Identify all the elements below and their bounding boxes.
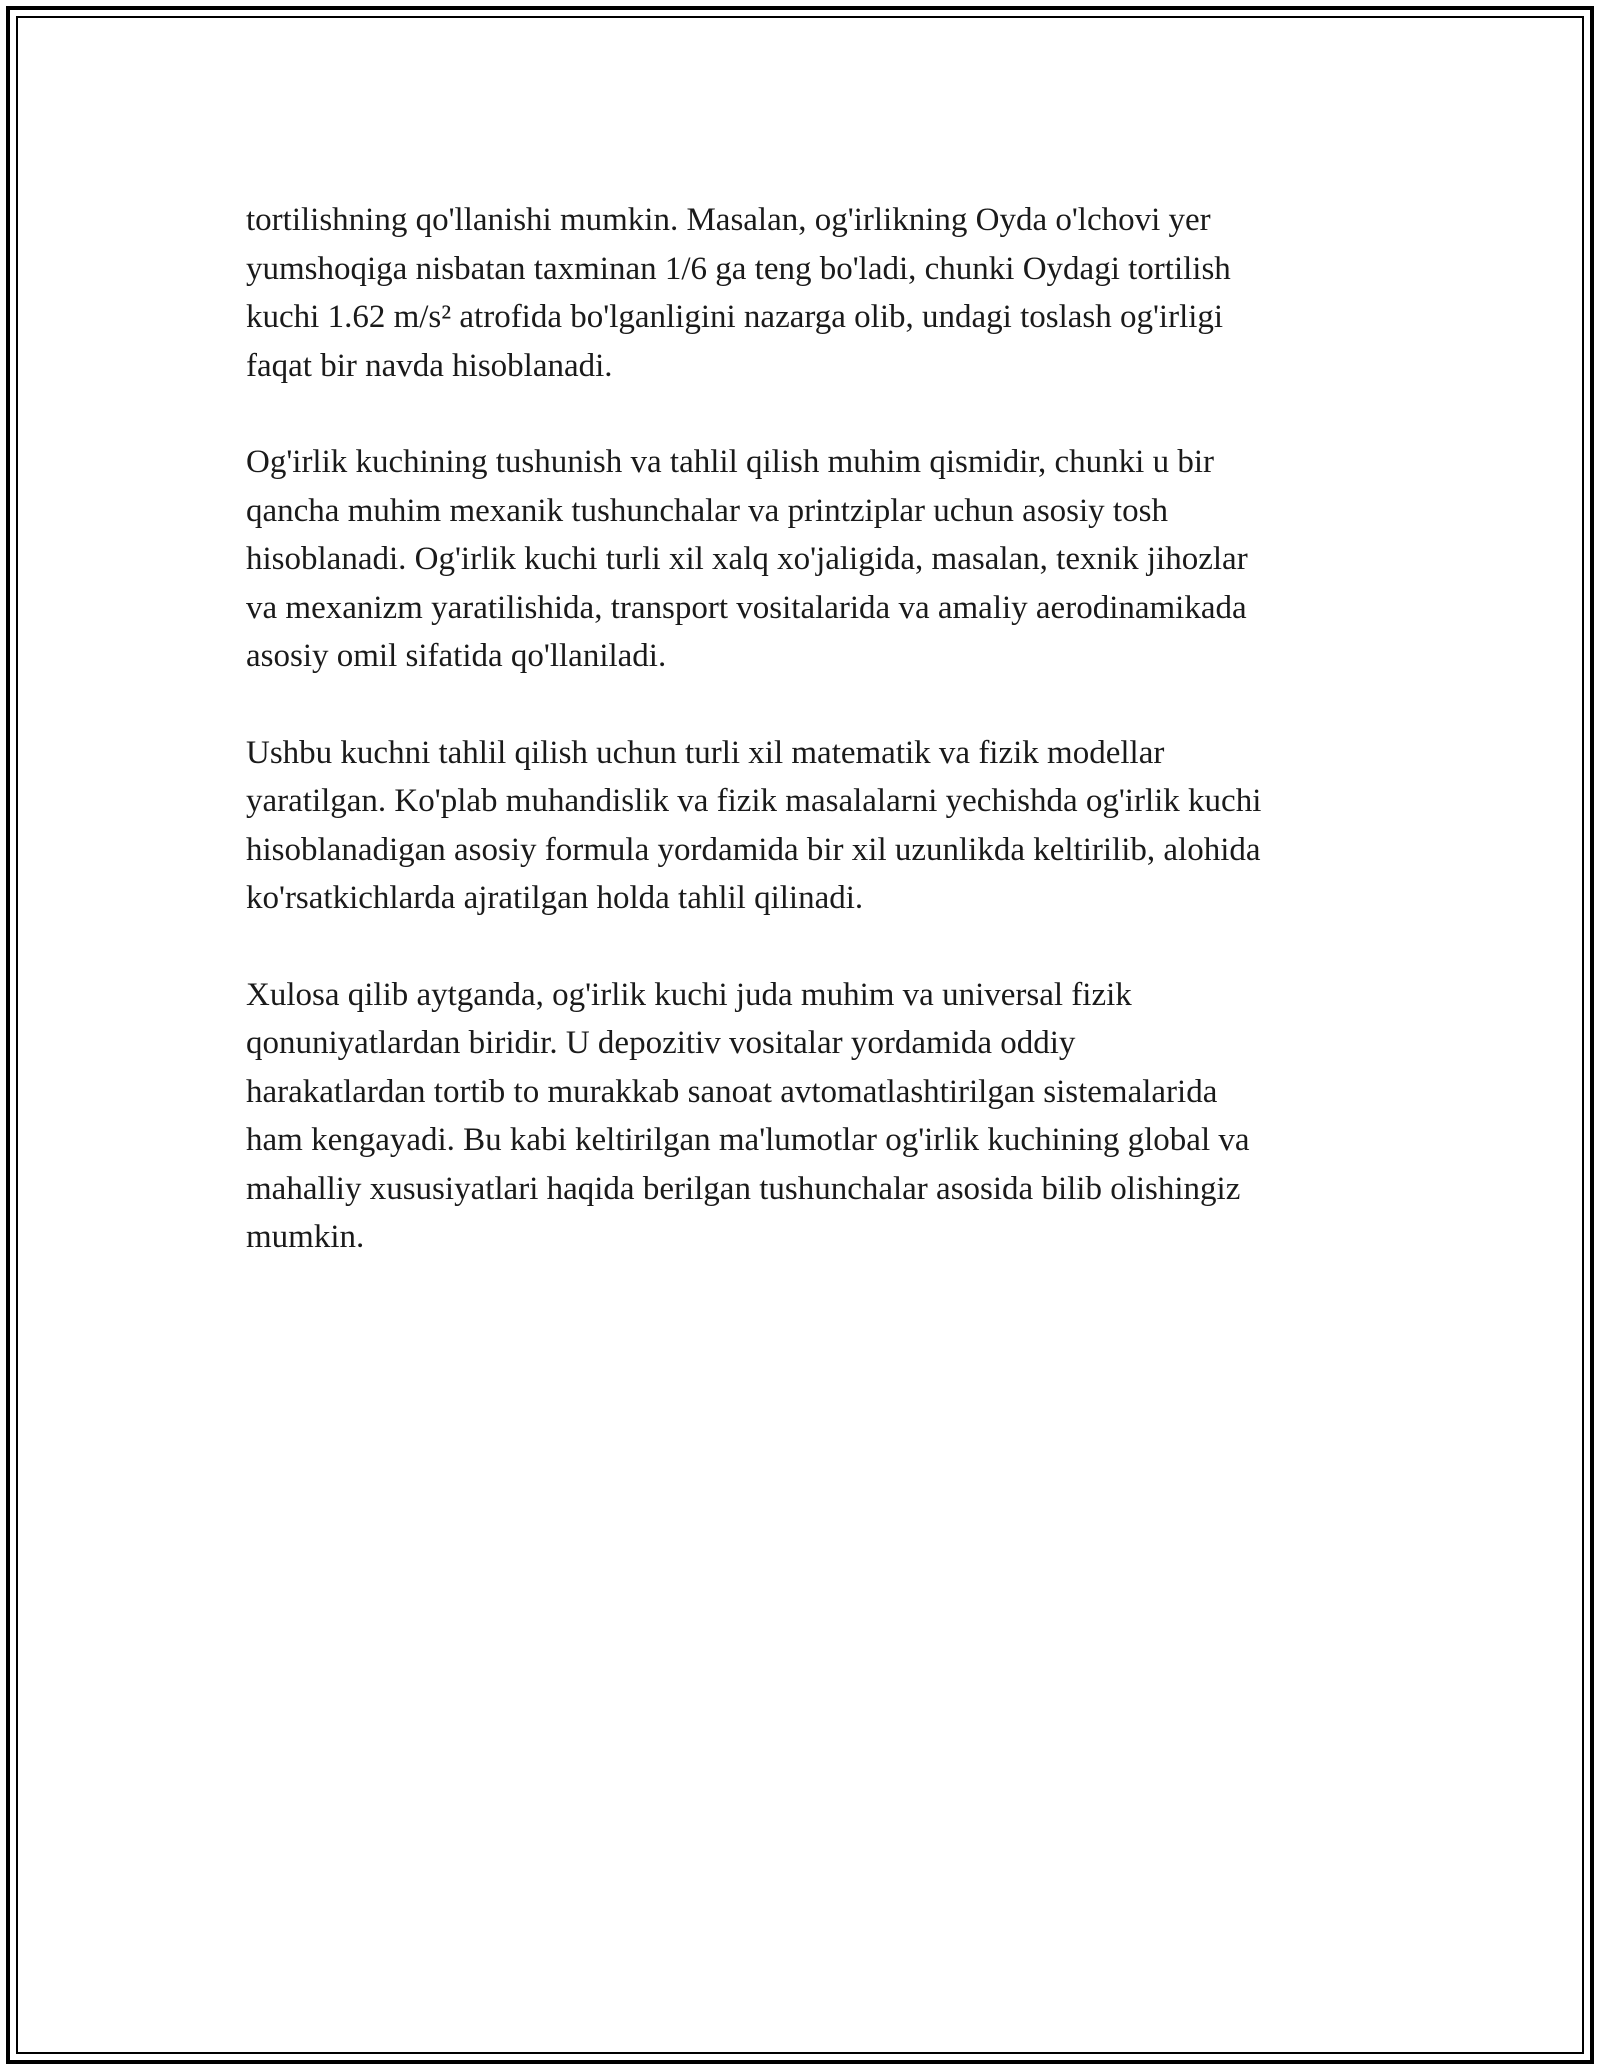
paragraph-1: tortilishning qo'llanishi mumkin. Masalan, og'irlikning Oyda o'lchovi yer yumshoqiga nisbatan taxminan 1/6 ga teng bo'ladi, chunki Oydagi tortilish kuchi 1.62 m/s² atrofida bo'lganligini nazarga olib, undagi toslash og'irligi faqat bir navda hisoblanadi. [246,202,1231,384]
page-frame [6,6,1594,2064]
paragraph-4: Xulosa qilib aytganda, og'irlik kuchi juda muhim va universal fizik qonuniyatlardan biridir. U depozitiv vositalar yordamida oddiy harakatlardan tortib to murakkab sanoat avtomatlashtirilgan sistemalarida ham kengayadi. Bu kabi keltirilgan ma'lumotlar og'irlik kuchining global va mahalliy xususiyatlari haqida berilgan tushunchalar asosida bilib olishingiz mumkin. [246,976,1250,1255]
paragraph-2: Og'irlik kuchining tushunish va tahlil qilish muhim qismidir, chunki u bir qancha muhim mexanik tushunchalar va printziplar uchun asosiy tosh hisoblanadi. Og'irlik kuchi turli xil xalq xo'jaligida, masalan, texnik jihozlar va mexanizm yaratilishida, transport vositalarida va amaliy aerodinamikada asosiy omil sifatida qo'llaniladi. [246,444,1248,674]
paragraph-3: Ushbu kuchni tahlil qilish uchun turli xil matematik va fizik modellar yaratilgan. Ko'plab muhandislik va fizik masalalarni yechishda og'irlik kuchi hisoblanadigan asosiy formula yordamida bir xil uzunlikda keltirilib, alohida ko'rsatkichlarda ajratilgan holda tahlil qilinadi. [246,734,1262,916]
page-body [246,196,1396,1310]
